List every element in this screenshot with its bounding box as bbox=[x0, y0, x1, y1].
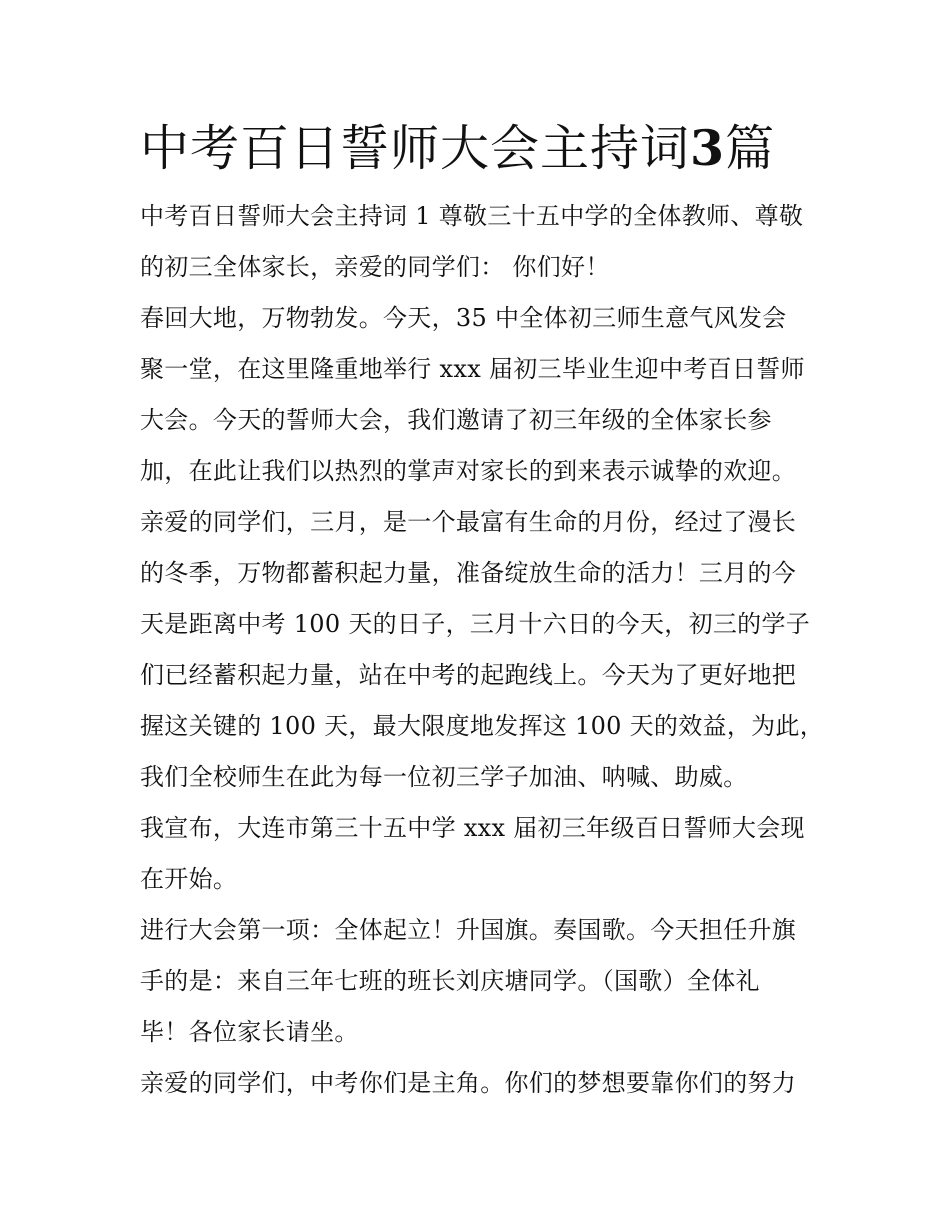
text-line-1: 中考百日誓师大会主持词 1 尊敬三十五中学的全体教师、尊敬 bbox=[140, 202, 804, 230]
text-line-13: 我宣布，大连市第三十五中学 xxx 届初三年级百日誓师大会现 bbox=[140, 814, 805, 842]
text-line-6: 加，在此让我们以热烈的掌声对家长的到来表示诚挚的欢迎。 bbox=[140, 457, 797, 485]
document-title bbox=[140, 112, 815, 185]
text-line-11: 握这关键的 100 天，最大限度地发挥这 100 天的效益，为此， bbox=[140, 712, 825, 740]
text-line-12: 我们全校师生在此为每一位初三学子加油、呐喊、助威。 bbox=[140, 763, 748, 791]
text-line-7: 亲爱的同学们，三月，是一个最富有生命的月份，经过了漫长 bbox=[140, 508, 797, 536]
text-line-4: 聚一堂，在这里隆重地举行 xxx 届初三毕业生迎中考百日誓师 bbox=[140, 355, 805, 383]
text-line-16: 手的是：来自三年七班的班长刘庆塘同学。（国歌）全体礼 bbox=[140, 967, 760, 995]
text-line-14: 在开始。 bbox=[140, 865, 238, 893]
document-title-main: 中考百日誓师大会主持词 bbox=[140, 120, 691, 177]
text-line-17: 毕！各位家长请坐。 bbox=[140, 1018, 359, 1046]
text-line-3: 春回大地，万物勃发。今天，35 中全体初三师生意气风发会 bbox=[140, 304, 787, 332]
document-body bbox=[140, 112, 825, 1109]
text-line-15: 进行大会第一项：全体起立！升国旗。奏国歌。今天担任升旗 bbox=[140, 916, 797, 944]
text-line-18: 亲爱的同学们，中考你们是主角。你们的梦想要靠你们的努力 bbox=[140, 1069, 797, 1097]
document-title-number: 3 bbox=[690, 119, 726, 177]
text-line-9: 天是距离中考 100 天的日子，三月十六日的今天，初三的学子 bbox=[140, 610, 811, 638]
text-line-10: 们已经蓄积起力量，站在中考的起跑线上。今天为了更好地把 bbox=[140, 661, 797, 689]
text-line-2: 的初三全体家长，亲爱的同学们： 你们好！ bbox=[140, 253, 610, 281]
document-title-suffix: 篇 bbox=[725, 120, 776, 177]
text-line-5: 大会。今天的誓师大会，我们邀请了初三年级的全体家长参 bbox=[140, 406, 772, 434]
text-line-8: 的冬季，万物都蓄积起力量，准备绽放生命的活力！三月的今 bbox=[140, 559, 797, 587]
